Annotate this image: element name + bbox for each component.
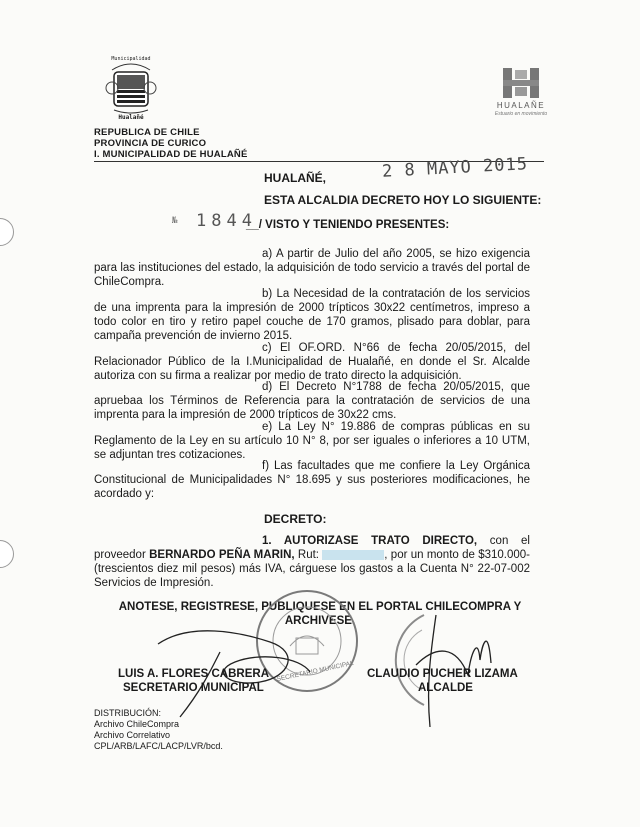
distribution-item: Archivo Correlativo [94,730,171,740]
article-1-lead: 1. AUTORIZASE TRATO DIRECTO, [262,535,478,547]
date-stamp: 2 8 MAYO 2015 [381,154,529,182]
rut-redacted [322,550,384,560]
org-line-2: PROVINCIA DE CURICO [94,138,207,149]
paragraph-f: f) Las facultades que me confiere la Ley Orgánica Constitucional de Municipalidades N° 18.695 y sus posteriores modificaciones, he acordado y: [94,460,530,500]
crest-caption-top: Municipalidad [111,56,151,62]
left-signature [150,612,320,722]
distribution-item: CPL/ARB/LAFC/LACP/LVR/bcd. [94,741,223,751]
paragraph-b: b) La Necesidad de la contratación de los servicios de una imprenta para la impresión de 2000 trípticos 30x22 centímetros, impreso a todo color en tiro y retiro papel couche de 170 gramos, plisado para doblar, para campaña prevención de invierno 2015. [94,288,530,342]
decree-number: 1844 [196,211,257,231]
logo-name: HUALAÑE [496,101,546,110]
visto-label: __/ VISTO Y TENIENDO PRESENTES: [246,219,450,231]
paragraph-e: e) La Ley N° 19.886 de compras públicas en su Reglamento de la Ley en su artículo 10 N° 8, por ser iguales o inferiores a 10 UTM, se adjuntan tres cotizaciones. [94,421,530,461]
crest-caption-bottom: Hualañé [118,114,144,121]
article-1: 1. AUTORIZASE TRATO DIRECTO, con el proveedor BERNARDO PEÑA MARIN, Rut: , por un monto de $310.000- (trescientos diez mil pesos) más IVA, cárguese los gastos a la Cuenta N° 22-07-002 Servicios de Impresión. [94,535,530,589]
right-signer-role: ALCALDE [418,682,473,694]
number-mark: № [172,216,178,226]
decreto-title: DECRETO: [264,512,327,526]
distribution-title: DISTRIBUCIÓN: [94,708,162,718]
left-signer-name: LUIS A. FLORES CABRERA [118,668,269,680]
closing-line-1: ANOTESE, REGISTRESE, PUBLIQUESE EN EL PORTAL CHILECOMPRA Y [118,601,522,613]
paragraph-c: c) El OF.ORD. N°66 de fecha 20/05/2015, del Relacionador Público de la I.Municipalidad de Hualañé, en donde el Sr. Alcalde autoriza con su firma a realizar por medio de trato directo la adquisición. [94,342,530,382]
right-signer-name: CLAUDIO PUCHER LIZAMA [367,668,518,680]
org-line-1: REPUBLICA DE CHILE [94,127,200,138]
punch-hole [0,540,14,568]
paragraph-d: d) El Decreto N°1788 de fecha 20/05/2015, que apruebaa los Términos de Referencia para la contratación de servicios de una imprenta para la impresión de 2000 trípticos de 30x22 cms. [94,381,530,421]
hualane-logo [497,66,545,100]
paragraph-a: a) A partir de Julio del año 2005, se hizo exigencia para las instituciones del estado, la adquisición de todo servicio a través del portal de ChileCompra. [94,248,530,288]
closing-line-2: ARCHIVESE. [284,615,356,627]
punch-hole [0,218,14,246]
municipal-crest [104,56,158,122]
org-line-3: I. MUNICIPALIDAD DE HUALAÑÉ [94,149,248,160]
decree-heading: ESTA ALCALDIA DECRETO HOY LO SIGUIENTE: [264,193,542,207]
provider-name: BERNARDO PEÑA MARIN, [149,549,295,561]
logo-tagline: Estuario en movimiento [494,111,548,117]
place-label: HUALAÑÉ, [264,171,326,185]
seal-caption: SECRETARIO MUNICIPAL [276,659,355,684]
distribution-item: Archivo ChileCompra [94,719,180,729]
left-signer-role: SECRETARIO MUNICIPAL [123,682,264,694]
